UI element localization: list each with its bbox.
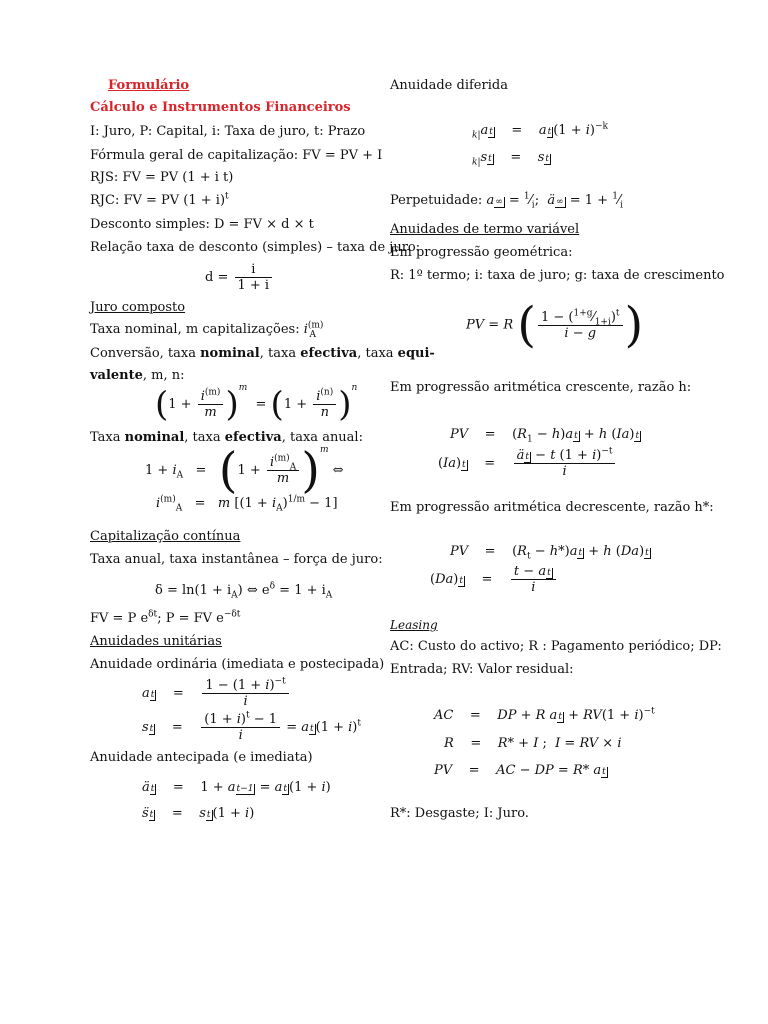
deferred-s-equation: $_{k|}$st = st <box>472 150 550 168</box>
prog-arit-decr-line: Em progressão aritmética decrescente, razão h*: <box>390 500 714 515</box>
desconto-line: Desconto simples: D = FV × d × t <box>90 217 314 232</box>
r-line: R: 1º termo; i: taxa de juro; g: taxa de crescimento <box>390 268 725 283</box>
perpetuidade-line: Perpetuidade: $a\infty = ^1⁄_i$; ä∞ = $1 + ^1⁄_i$ <box>390 191 623 211</box>
conversao-t4: , m, n: <box>142 368 185 383</box>
leasing-line-1: AC: Custo do activo; R : Pagamento periódico; DP: <box>390 639 722 654</box>
taxa-anual-equation-1: $1 + i_A = (1$ + $\frac{i^{(m)}_A}{m}$ )$^m$ ⇔ <box>145 442 344 499</box>
delta-equation: $\delta = \ln(1 + i_A)$ ⇔ $e^\delta = 1 + i_A$ <box>155 581 333 601</box>
anuid-ord-line: Anuidade ordinária (imediata e postecipada) <box>90 657 385 672</box>
taxa-inst-line: Taxa anual, taxa instantânea – força de juro: <box>90 552 383 567</box>
rjs-line: RJS: FV = PV (1 + i t) <box>90 170 234 185</box>
leasing-heading: Leasing <box>390 618 438 632</box>
prog-geo-line: Em progressão geométrica: <box>390 245 573 260</box>
anuid-dif-line: Anuidade diferida <box>390 78 508 93</box>
rjc-text: RJC: FV = PV (1 + i) <box>90 193 226 208</box>
arith-decr-pv-equation: PV = $(R_t - h*)at + h$ (Da)t <box>450 544 649 562</box>
variables-line: I: Juro, P: Capital, i: Taxa de juro, t: Prazo <box>90 124 366 139</box>
geometric-pv-equation: PV = R ( $\frac{1 - (^{1+g}⁄_{1+i})^t}{i - g}$ ) <box>466 297 644 353</box>
conversao-equi: equi- <box>397 346 435 361</box>
relacao-den: 1 + i <box>237 278 270 293</box>
arith-incr-ia-equation: (Ia)t = $\frac{ät - t (1 + i)^{-t}}{i}$ <box>438 448 617 479</box>
taxa-anual-efectiva: efectiva <box>224 430 282 445</box>
general-formula-line: Fórmula geral de capitalização: FV = PV + I <box>90 148 383 163</box>
sheet-title: Formulário <box>108 78 190 93</box>
leasing-ac-equation: AC = DP + R at + $RV(1 + i)^{-t}$ <box>434 706 655 723</box>
cap-continua-heading: Capitalização contínua <box>90 529 241 544</box>
conversao-t1: Conversão, taxa <box>90 346 196 361</box>
taxa-anual-equation-2: $i^{(m)}_A = m$ $[(1 + i_A)^{1/m} - 1]$ <box>156 494 338 514</box>
taxa-nominal-line: Taxa nominal, m capitalizações: $i^{(m)}_A$ <box>90 320 324 340</box>
conversao-valente: valente <box>90 368 143 383</box>
fv-pe-2: ; P = FV e <box>157 611 224 626</box>
juro-composto-heading: Juro composto <box>90 300 186 315</box>
conversao-line <box>90 346 435 362</box>
prog-arit-cresc-line: Em progressão aritmética crescente, razão h: <box>390 380 692 395</box>
delta-eq-1: δ = ln(1 + i <box>155 583 232 598</box>
taxa-anual-t3: , taxa anual: <box>281 430 363 445</box>
conversao-nominal: nominal <box>200 346 260 361</box>
delta-eq-3: = 1 + i <box>275 583 326 598</box>
annuity-s-equation: st = $\frac{(1 + i)^t - 1}{i}$ = at $(1 + i)^t$ <box>142 710 361 743</box>
annuity-a-ant-equation: ät = 1 + at−1 = at (1 + i) <box>142 780 331 795</box>
rjc-line <box>90 193 229 209</box>
delta-eq-2: ) ⇔ e <box>237 583 270 598</box>
sheet-subtitle: Cálculo e Instrumentos Financeiros <box>90 100 351 115</box>
leasing-r-equation: R = R* + I ; I = RV × i <box>444 736 622 751</box>
conversao-efectiva: efectiva <box>300 346 358 361</box>
rjc-exponent: t <box>225 191 229 202</box>
relacao-line: Relação taxa de desconto (simples) – taxa de juro: <box>90 240 421 255</box>
annuity-a-equation: at = $\frac{1 - (1 + i)^{-t}}{i}$ <box>142 678 291 709</box>
footer-line: R*: Desgaste; I: Juro. <box>390 806 529 821</box>
anuid-unit-heading: Anuidades unitárias <box>90 634 222 649</box>
annuity-s-ant-equation: s̈t = st (1 + i) <box>142 806 255 821</box>
anuid-var-heading: Anuidades de termo variável <box>390 222 580 237</box>
conversao-t3: , taxa <box>357 346 394 361</box>
relacao-lhs: d = <box>205 270 229 285</box>
fv-pe-1: FV = P e <box>90 611 149 626</box>
taxa-anual-nominal: nominal <box>124 430 185 445</box>
conversao-equation: (1 + $\frac{i^{(m)}}{m}$ )$^m$ = (1 + $\frac{i^{(n)}}{n}$ )$^n$ <box>155 383 358 425</box>
taxa-anual-t2: , taxa <box>184 430 221 445</box>
perpetuidade-text: Perpetuidade: <box>390 193 483 208</box>
leasing-line-2: Entrada; RV: Valor residual: <box>390 662 574 677</box>
taxa-anual-t1: Taxa <box>90 430 121 445</box>
conversao-t2: , taxa <box>259 346 297 361</box>
deferred-a-equation: $_{k|}$at = at $(1 + i)^{-k}$ <box>472 121 608 141</box>
conversao-line-2 <box>90 368 185 384</box>
leasing-pv-equation: PV = AC − DP = R* at <box>434 763 606 778</box>
relacao-fraction <box>235 262 273 293</box>
arith-incr-pv-equation: PV = $(R_1 - h)at + h$ (Ia)t <box>450 427 640 445</box>
fv-pe-line: FV = P $e^{\delta t}$; P = FV $e^{-\delta t}$ <box>90 609 241 626</box>
anuid-ant-line: Anuidade antecipada (e imediata) <box>90 750 313 765</box>
relacao-equation <box>205 262 274 293</box>
relacao-num: i <box>235 262 273 278</box>
arith-decr-da-equation: (Da)t = $\frac{t - at}{i}$ <box>430 564 558 595</box>
taxa-nominal-text: Taxa nominal, m capitalizações: <box>90 322 300 337</box>
